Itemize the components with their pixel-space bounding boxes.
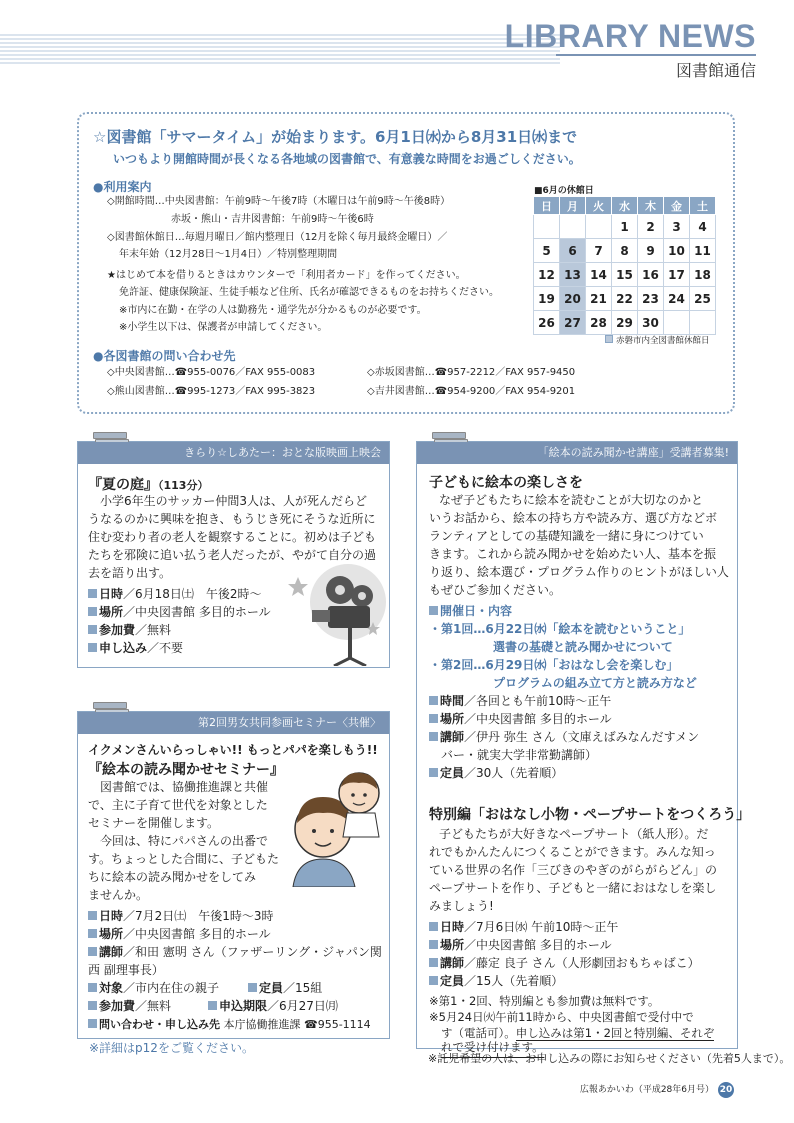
calendar-weekday: 日 (534, 197, 560, 215)
calendar-day: 18 (690, 263, 716, 287)
picturebook-body: なぜ子どもたちに絵本を読むことが大切なのかと (439, 493, 704, 507)
movie-body: うなるのかに興味を抱き、もうじき死にそうな近所に (88, 512, 376, 526)
note-reception: ※5月24日㈫午前11時から、中央図書館で受付中で (429, 1010, 694, 1024)
seminar-note: ※詳細はp12をご覧ください。 (89, 1041, 254, 1055)
childcare-note: ※託児希望の人は、お申し込みの際にお知らせください（先着5人まで）。 (428, 1052, 791, 1065)
header-title: LIBRARY NEWS (504, 18, 756, 54)
calendar-day: 7 (586, 239, 612, 263)
bullet-square (208, 1001, 217, 1010)
calendar-day: 20 (560, 287, 586, 311)
usage-heading: ●利用案内 (93, 180, 152, 194)
seminar-target: 対象／市内在住の親子 (88, 980, 219, 998)
info-title: ☆図書館「サマータイム」が始まります。6月1日㈬から8月31日㈬まで (93, 128, 578, 146)
calendar-weekday: 土 (690, 197, 716, 215)
schedule-label: 開催日・内容 (429, 603, 512, 621)
bullet-square (429, 732, 438, 741)
bullet-square (429, 940, 438, 949)
usage-line: ※市内に在勤・在学の人は勤務先・通学先が分かるものが必要です。 (119, 305, 427, 316)
film-projector-illustration (278, 562, 386, 666)
special-place: 場所／中央図書館 多目的ホール (429, 937, 612, 955)
contact-central: ◇中央図書館…☎955-0076／FAX 955-0083 (107, 367, 316, 378)
seminar-contact: 問い合わせ・申し込み先 本庁協働推進課 ☎955-1114 (88, 1016, 371, 1034)
course-place: 場所／中央図書館 多目的ホール (429, 711, 612, 729)
contact-kumayama: ◇熊山図書館…☎995-1273／FAX 995-3823 (107, 386, 316, 397)
movie-date: 日時／6月18日㈯ 午後2時〜 (88, 586, 262, 604)
bullet-square (429, 958, 438, 967)
special-date: 日時／7月6日㈬ 午前10時〜正午 (429, 919, 618, 937)
legend-swatch (605, 335, 613, 343)
movie-body: 去を語り出す。 (88, 566, 172, 580)
movie-bar: きらり☆しあたー：おとな版映画上映会 (78, 442, 389, 464)
summer-time-info-box (77, 112, 735, 414)
calendar-day (664, 311, 690, 335)
calendar-day: 8 (612, 239, 638, 263)
bullet-square (429, 714, 438, 723)
picturebook-course-box (416, 441, 751, 1054)
bullet-square (88, 911, 97, 920)
calendar-weekday: 水 (612, 197, 638, 215)
calendar-day: 13 (560, 263, 586, 287)
seminar-place: 場所／中央図書館 多目的ホール (88, 926, 271, 944)
usage-line: ◇開館時間…中央図書館：午前9時〜午後7時（木曜日は午前9時〜午後8時） (107, 196, 451, 207)
bullet-square (88, 589, 97, 598)
movie-fee: 参加費／無料 (88, 622, 171, 640)
picturebook-body: り返り、絵本選び・プログラム作りのヒントがほしい人 (429, 565, 729, 579)
contact-heading: ●各図書館の問い合わせ先 (93, 349, 236, 363)
bullet-square (429, 606, 438, 615)
calendar-day: 10 (664, 239, 690, 263)
calendar-day: 1 (612, 215, 638, 239)
header-divider (556, 54, 756, 56)
movie-body: 小学6年生のサッカー仲間3人は、人が死んだらど (100, 494, 368, 508)
header-subtitle: 図書館通信 (675, 61, 756, 80)
picturebook-body: いうお話から、絵本の持ち方や読み方、選び方などボ (429, 511, 718, 525)
usage-line: 免許証、健康保険証、生徒手帳など住所、氏名が確認できるものをお持ちください。 (119, 287, 499, 298)
film-duration: （113分） (158, 479, 209, 492)
bullet-square (429, 696, 438, 705)
calendar-day: 9 (638, 239, 664, 263)
movie-place: 場所／中央図書館 多目的ホール (88, 604, 271, 622)
course-lecturer-cont: バー・就実大学非常勤講師） (441, 748, 598, 762)
calendar-day (586, 215, 612, 239)
legend-text: 赤磐市内全図書館休館日 (616, 336, 710, 346)
calendar-weekday: 木 (638, 197, 664, 215)
seminar-body: で、主に子育て世代を対象とした (88, 798, 268, 812)
seminar-body: ませんか。 (88, 888, 149, 902)
movie-application: 申し込み／不要 (88, 640, 183, 658)
contact-yoshii: ◇吉井図書館…☎954-9200／FAX 954-9201 (367, 386, 576, 397)
footer (580, 1082, 734, 1098)
schedule-session-2: ・第2回…6月29日㈬「おはなし会を楽しむ」 (429, 658, 679, 672)
calendar-day: 28 (586, 311, 612, 335)
note-fee: ※第1・2回、特別編とも参加費は無料です。 (429, 994, 660, 1008)
bullet-square (88, 625, 97, 634)
movie-body: 住む変わり者の老人を観察することに。初めは子ども (88, 530, 377, 544)
calendar-day: 16 (638, 263, 664, 287)
usage-line: ◇図書館休館日…毎週月曜日／館内整理日（12月を除く毎月最終金曜日）／ (107, 232, 448, 243)
contact-akasaka: ◇赤坂図書館…☎957-2212／FAX 957-9450 (367, 367, 576, 378)
father-child-illustration (283, 767, 387, 887)
movie-screening-box (77, 441, 390, 668)
picturebook-body: きます。これから読み聞かせを始めたい人、基本を振 (429, 547, 717, 561)
special-body: ている世界の名作「三びきのやぎのがらがらどん」の (429, 863, 718, 877)
calendar-weekday: 月 (560, 197, 586, 215)
bullet-square (88, 929, 97, 938)
movie-title-line (88, 474, 208, 494)
calendar-day: 26 (534, 311, 560, 335)
seminar-date: 日時／7月2日㈯ 午後1時〜3時 (88, 908, 274, 926)
calendar-day: 14 (586, 263, 612, 287)
seminar-lecturer-cont: 西 副理事長） (88, 963, 164, 977)
bullet-square (429, 768, 438, 777)
calendar-day (690, 311, 716, 335)
special-body: ペープサートを作り、子どもと一緒におはなしを楽し (429, 881, 717, 895)
calendar-day: 23 (638, 287, 664, 311)
calendar-day: 25 (690, 287, 716, 311)
info-subtitle: いつもより開館時間が長くなる各地域の図書館で、有意義な時間をお過ごしください。 (113, 152, 581, 166)
seminar-fee: 参加費／無料 (88, 998, 171, 1016)
seminar-lecturer: 講師／和田 憲明 さん（ファザーリング・ジャパン関 (88, 944, 382, 962)
bullet-square (429, 976, 438, 985)
course-time: 時間／各回とも午前10時〜正午 (429, 693, 611, 711)
calendar-day: 29 (612, 311, 638, 335)
special-body: れでもかんたんにつくることができます。みんな知っ (429, 845, 716, 859)
picturebook-bar: 「絵本の読み聞かせ講座」受講者募集! (417, 442, 737, 464)
calendar-day: 21 (586, 287, 612, 311)
calendar-day: 22 (612, 287, 638, 311)
calendar-day (534, 215, 560, 239)
calendar-day (560, 215, 586, 239)
special-capacity: 定員／15人（先着順） (429, 973, 563, 991)
usage-line: 赤坂・熊山・吉井図書館：午前9時〜午後6時 (171, 214, 374, 225)
seminar-body: セミナーを開催します。 (88, 816, 220, 830)
picturebook-heading: 子どもに絵本の楽しさを (429, 475, 583, 491)
schedule-session-1-detail: 選書の基礎と読み聞かせについて (493, 640, 673, 654)
seminar-deadline: 申込期限／6月27日㈪ (208, 998, 338, 1016)
calendar-day: 15 (612, 263, 638, 287)
bullet-square (88, 1019, 97, 1028)
footer-text: 広報あかいわ（平成28年6月号） (579, 1085, 714, 1095)
calendar-day: 2 (638, 215, 664, 239)
special-body: みましょう! (429, 899, 494, 913)
seminar-body: 図書館では、協働推進課と共催 (100, 780, 269, 794)
usage-line: ★はじめて本を借りるときはカウンターで「利用者カード」を作ってください。 (107, 270, 466, 281)
calendar-day: 17 (664, 263, 690, 287)
seminar-title: 『絵本の読み聞かせセミナー』 (88, 762, 284, 778)
picturebook-body: ランティアとしての基礎知識を一緒に身につけてい (429, 529, 704, 543)
course-capacity: 定員／30人（先着順） (429, 765, 563, 783)
movie-body: たちを邪険に追い払う老人だったが、やがて自分の過 (88, 548, 377, 562)
schedule-session-2-detail: プログラムの組み立て方と読み方など (493, 676, 697, 690)
closed-days-calendar (533, 196, 716, 335)
seminar-body: ちに絵本の読み聞かせをしてみ (88, 870, 257, 884)
picturebook-note: れで受け付けます。 (441, 1039, 544, 1058)
seminar-capacity: 定員／15組 (248, 980, 322, 998)
bullet-square (88, 983, 97, 992)
calendar-day: 6 (560, 239, 586, 263)
calendar-day: 11 (690, 239, 716, 263)
bullet-square (88, 643, 97, 652)
calendar-day: 12 (534, 263, 560, 287)
usage-line: ※小学生以下は、保護者が申請してください。 (119, 322, 328, 333)
calendar-weekday: 火 (586, 197, 612, 215)
special-body: 子どもたちが大好きなペープサート（紙人形）。だ (439, 827, 709, 841)
header-stripes (0, 34, 560, 64)
calendar-day: 5 (534, 239, 560, 263)
calendar-legend (605, 334, 710, 346)
bullet-square (88, 947, 97, 956)
special-heading: 特別編「おはなし小物・ペープサートをつくろう」 (429, 807, 751, 823)
bullet-square (88, 1001, 97, 1010)
seminar-body: 今回は、特にパパさんの出番で (100, 834, 269, 848)
note-reception-cont: す（電話可）。申し込みは第1・2回と特別編、それぞ (441, 1026, 715, 1040)
schedule-session-1: ・第1回…6月22日㈬「絵本を読むということ」 (429, 622, 691, 636)
bullet-square (429, 922, 438, 931)
calendar-day: 24 (664, 287, 690, 311)
calendar-weekday: 金 (664, 197, 690, 215)
seminar-catch: イクメンさんいらっしゃい!! もっとパパを楽しもう!! (88, 743, 378, 757)
calendar-day: 19 (534, 287, 560, 311)
film-title: 『夏の庭』 (88, 477, 158, 493)
calendar-day: 3 (664, 215, 690, 239)
calendar-day: 30 (638, 311, 664, 335)
course-lecturer: 講師／伊丹 弥生 さん（文庫えばみなんだすメン (429, 729, 699, 747)
calendar-day: 27 (560, 311, 586, 335)
special-lecturer: 講師／藤定 良子 さん（人形劇団おもちゃばこ） (429, 955, 700, 973)
usage-line: 年末年始（12月28日〜1月4日）／特別整理期間 (119, 249, 338, 260)
page-number: 20 (718, 1082, 734, 1098)
bullet-square (248, 983, 257, 992)
picturebook-body: もぜひご参加ください。 (429, 583, 562, 597)
bullet-square (88, 607, 97, 616)
calendar-day: 4 (690, 215, 716, 239)
seminar-bar: 第2回男女共同参画セミナー〈共催〉 (78, 712, 389, 734)
seminar-body: す。ちょっとした合間に、子どもた (88, 852, 280, 866)
calendar-title: ■6月の休館日 (534, 186, 594, 196)
seminar-box (77, 711, 390, 1039)
